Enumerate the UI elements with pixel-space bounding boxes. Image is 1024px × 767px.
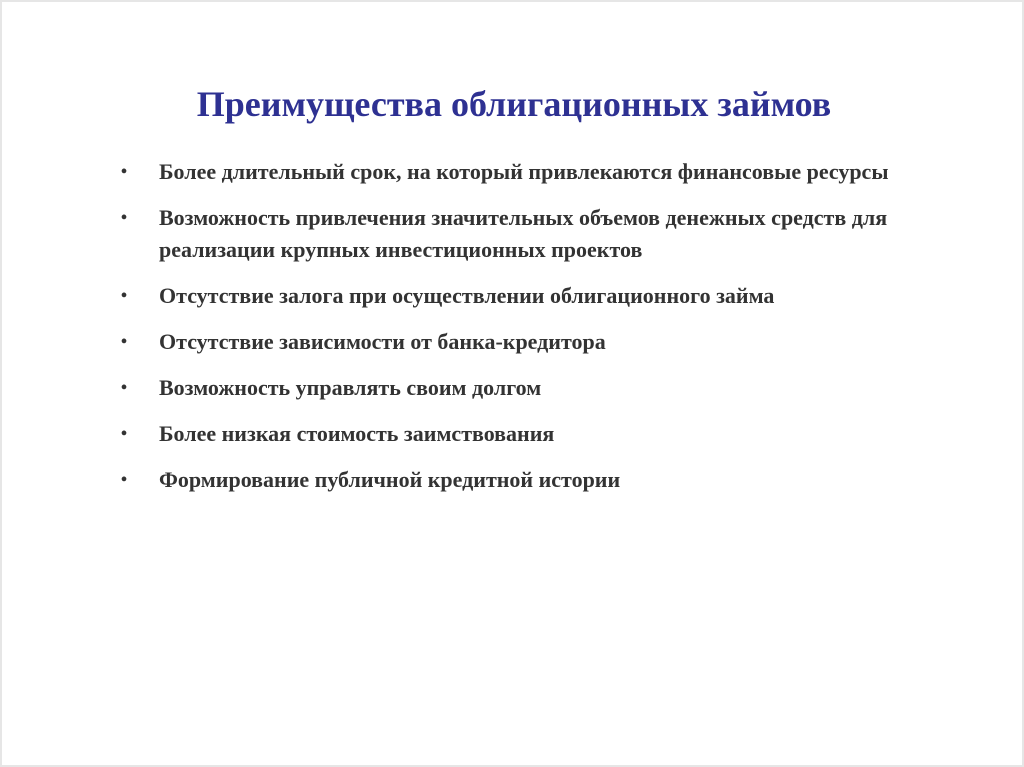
bullet-item [114,280,914,312]
slide-title: Преимущества облигационных займов [196,84,832,124]
bullet-item [114,202,914,266]
bullet-icon: • [120,285,128,307]
bullet-text: Возможность управлять своим долгом [159,375,542,400]
bullet-text: Возможность привлечения значительных объемов денежных средств для реализации крупных инвестиционных проектов [159,205,888,262]
bullet-item [114,372,914,404]
bullet-icon: • [120,377,128,399]
bullet-item [114,418,914,450]
bullet-text: Отсутствие залога при осуществлении облигационного займа [159,283,775,308]
bullet-icon: • [120,331,128,353]
bullet-text: Более низкая стоимость заимствования [159,421,555,446]
bullet-icon: • [120,161,128,183]
bullet-item [114,156,914,188]
bullet-text: Формирование публичной кредитной истории [159,467,621,492]
bullet-list [114,156,914,510]
bullet-text: Отсутствие зависимости от банка-кредитора [159,329,606,354]
bullet-item [114,326,914,358]
bullet-icon: • [120,207,128,229]
bullet-icon: • [120,469,128,491]
bullet-text: Более длительный срок, на который привлекаются финансовые ресурсы [159,159,889,184]
bullet-item [114,464,914,496]
bullet-icon: • [120,423,128,445]
